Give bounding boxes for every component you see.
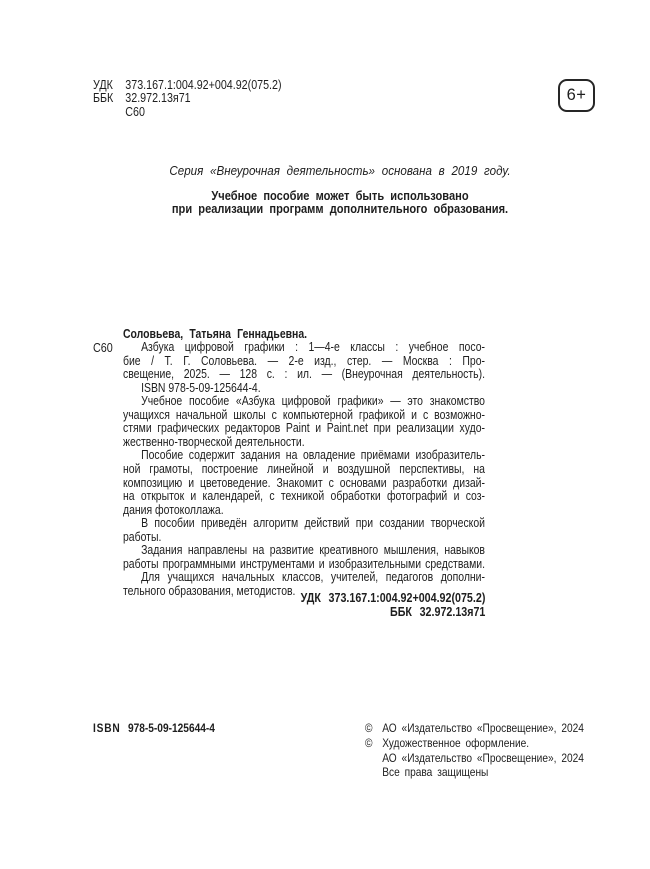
udc-row	[93, 79, 282, 92]
isbn-label: ISBN	[93, 721, 121, 735]
biblio-line: Азбука цифровой графики : 1—4-е классы : учебное посо-	[141, 340, 485, 355]
copyright-text: Все права защищены	[382, 765, 489, 780]
biblio-line: ной грамоты, построение линейной и воздушной перспективы, на	[123, 461, 485, 476]
isbn-value: 978-5-09-125644-4	[127, 721, 215, 735]
biblio-line: работы программными инструментами и изобразительными средствами.	[123, 556, 485, 571]
biblio-line: Задания направлены на развитие креативного мышления, навыков	[141, 543, 485, 558]
usage-note-line-1: Учебное пособие может быть использовано	[211, 188, 469, 203]
age-rating-badge: 6+	[558, 79, 595, 112]
bottom-bbk-label: ББК	[389, 604, 412, 619]
biblio-line: композицию и цветоведение. Знакомит с основами разработки дизай-	[123, 475, 485, 490]
margin-classification-code: С60	[93, 341, 113, 355]
bottom-udc-label: УДК	[300, 591, 321, 605]
classification-code-row	[93, 106, 282, 119]
biblio-line: на открыток и календарей, с техникой обработки фотографий и соз-	[123, 489, 485, 504]
bottom-bbk-row	[300, 606, 485, 620]
bbk-row	[93, 92, 282, 105]
biblio-line: стями графических редакторов Paint и Paint.net при реализации худо-	[123, 421, 485, 436]
bottom-udc-row	[300, 592, 485, 606]
biblio-line: бие / Т. Г. Соловьева. — 2-е изд., стер. — Москва : Про-	[123, 353, 485, 368]
author-line: Соловьева, Татьяна Геннадьевна.	[123, 326, 308, 341]
biblio-line: Учебное пособие «Азбука цифровой графики» — это знакомство	[141, 394, 485, 409]
copyright-row	[365, 751, 595, 766]
udc-label: УДК	[93, 78, 113, 92]
copyright-text: АО «Издательство «Просвещение», 2024	[382, 750, 584, 765]
copyright-sign: ©	[365, 721, 373, 735]
copyright-text: АО «Издательство «Просвещение», 2024	[382, 721, 584, 735]
biblio-line: жественно-творческой деятельности.	[123, 434, 305, 449]
bbk-value: 32.972.13я71	[125, 91, 191, 106]
biblio-line: свещение, 2025. — 128 с. : ил. — (Внеурочная деятельность).	[123, 367, 485, 382]
copyright-text: Художественное оформление.	[382, 735, 530, 750]
biblio-line: Для учащихся начальных классов, учителей, педагогов дополни-	[141, 570, 485, 585]
copyright-row	[365, 721, 595, 736]
bottom-bbk-value: 32.972.13я71	[419, 604, 485, 619]
classification-code: С60	[125, 104, 145, 119]
bottom-classification-block	[300, 592, 485, 620]
copyright-row	[365, 765, 595, 780]
series-note: Серия «Внеурочная деятельность» основана в 2019 году.	[169, 163, 511, 178]
biblio-line: Пособие содержит задания на овладение приёмами изобразитель-	[141, 448, 485, 463]
copyright-sign	[365, 765, 382, 780]
biblio-line: В пособии приведён алгоритм действий при создании творческой	[141, 516, 485, 531]
biblio-line: ISBN 978-5-09-125644-4.	[141, 380, 261, 395]
top-classification-block	[93, 79, 282, 119]
copyright-sign: ©	[365, 735, 373, 750]
udc-value: 373.167.1:004.92+004.92(075.2)	[125, 78, 282, 92]
biblio-line: тельного образования, методистов.	[123, 583, 296, 598]
copyright-row	[365, 736, 595, 751]
copyright-sign	[365, 751, 382, 766]
usage-note-line-2: при реализации программ дополнительного образования.	[171, 201, 509, 216]
biblio-line: учащихся начальной школы с компьютерной графикой и с возможно-	[123, 407, 485, 422]
footer-isbn	[93, 721, 215, 735]
usage-note	[67, 190, 613, 217]
biblio-line: дания фотоколлажа.	[123, 502, 224, 517]
biblio-line: работы.	[123, 529, 162, 544]
bibliographic-block	[123, 328, 485, 599]
bbk-label: ББК	[93, 91, 114, 106]
copyright-block	[365, 721, 595, 780]
bottom-udc-value: 373.167.1:004.92+004.92(075.2)	[328, 591, 485, 605]
